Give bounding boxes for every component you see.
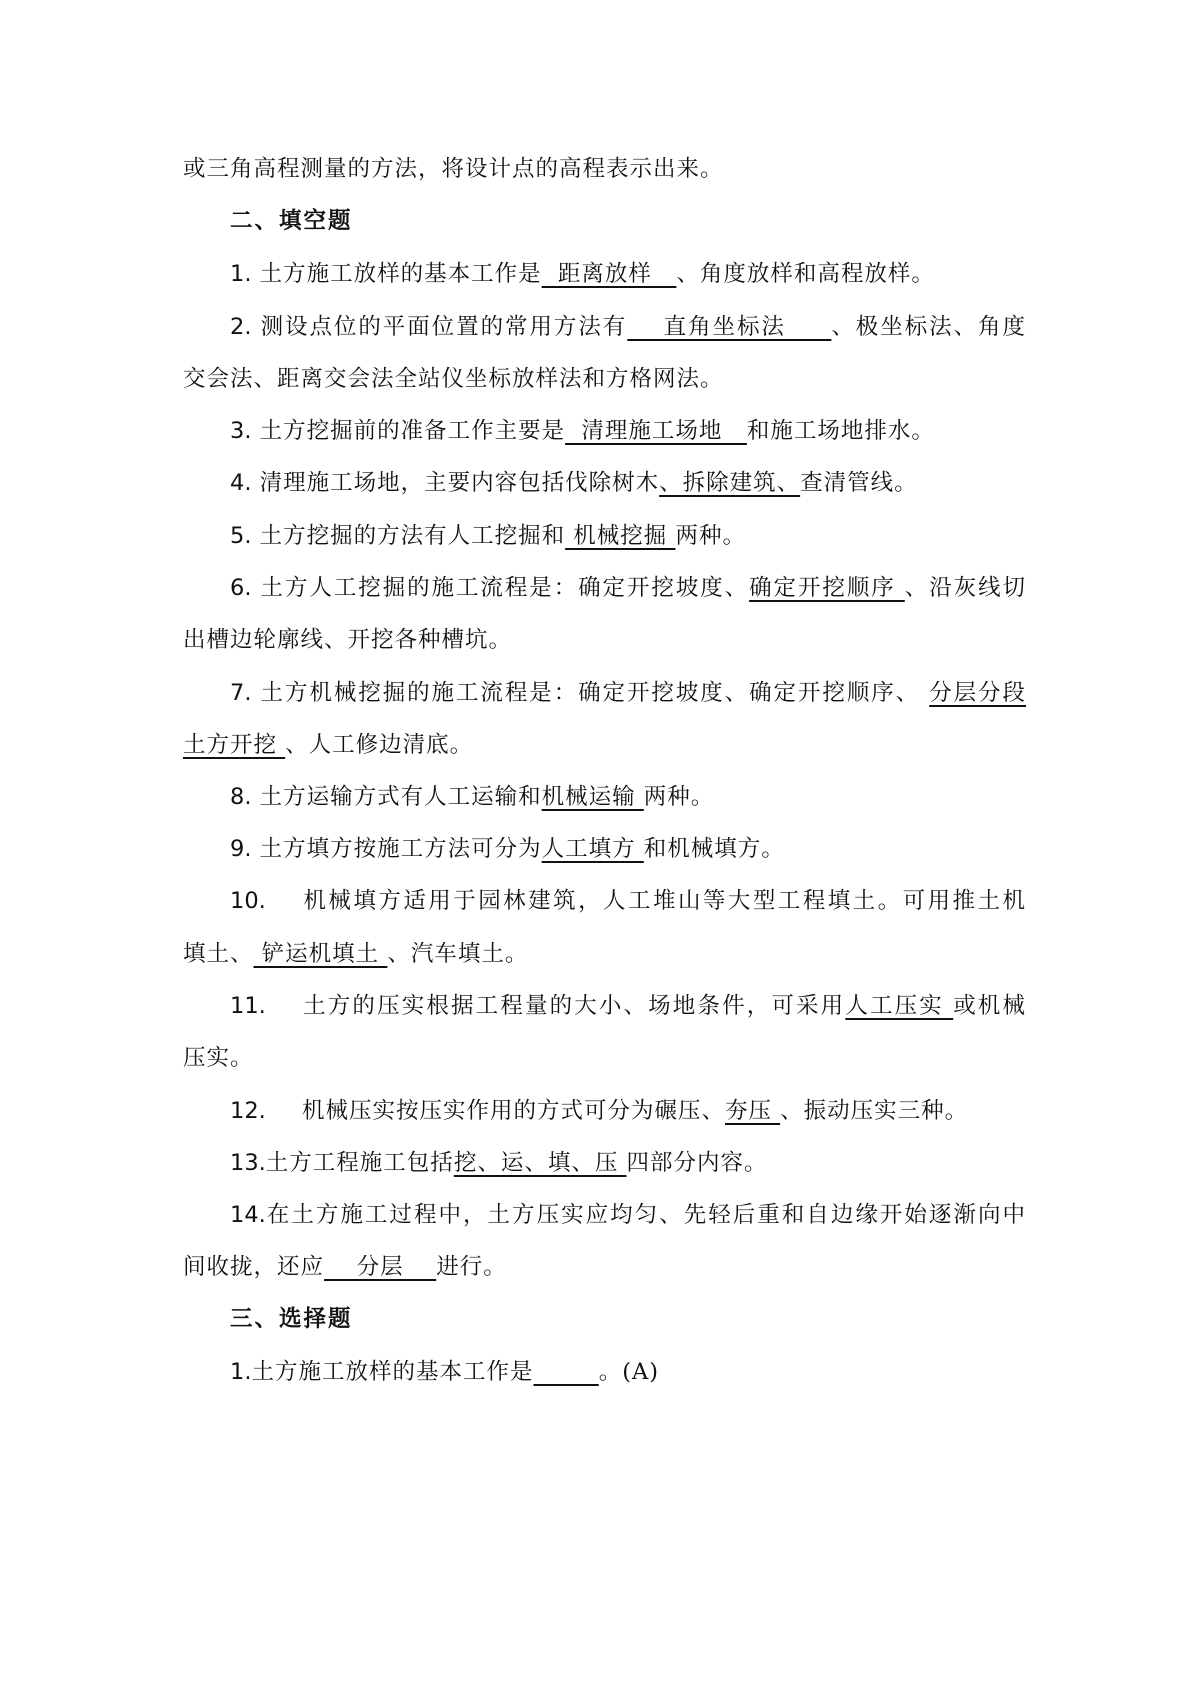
fill-question-4: 4. 清理施工场地，主要内容包括伐除树木、拆除建筑、查清管线。: [230, 470, 918, 496]
answer-blank: 土方开挖: [183, 732, 286, 758]
answer-blank: 人工填方: [541, 836, 644, 862]
answer-blank: 夯压: [725, 1098, 781, 1124]
section-heading-multiple-choice: 三、选择题: [230, 1306, 353, 1332]
answer-blank: [533, 1359, 598, 1385]
answer-blank: 直角坐标法: [627, 314, 832, 340]
answer-blank: 分层分段: [929, 680, 1026, 706]
fill-question-5: 5. 土方挖掘的方法有人工挖掘和 机械挖掘 两种。: [230, 523, 746, 549]
answer-blank: 铲运机填土: [253, 941, 388, 967]
fill-question-11: 11. 土方的压实根据工程量的大小、场地条件，可采用人工压实 或机械: [230, 993, 1026, 1019]
fill-question-7-cont: 土方开挖 、人工修边清底。: [183, 732, 474, 758]
answer-blank: 分层: [324, 1254, 437, 1280]
fill-question-6: 6. 土方人工挖掘的施工流程是：确定开挖坡度、确定开挖顺序 、沿灰线切: [230, 575, 1026, 601]
fill-question-7: 7. 土方机械挖掘的施工流程是：确定开挖坡度、确定开挖顺序、 分层分段: [230, 680, 1026, 706]
answer-blank: 机械运输: [541, 784, 644, 810]
answer-blank: 挖、运、填、压: [453, 1150, 627, 1176]
section-heading-fill-blank: 二、填空题: [230, 208, 353, 234]
choice-question-1: 1.土方施工放样的基本工作是 。(A): [230, 1359, 660, 1385]
fill-question-9: 9. 土方填方按施工方法可分为人工填方 和机械填方。: [230, 836, 785, 862]
fill-question-8: 8. 土方运输方式有人工运输和机械运输 两种。: [230, 784, 715, 810]
answer-blank: 清理施工场地: [565, 418, 747, 444]
fill-question-1: 1. 土方施工放样的基本工作是 距离放样 、角度放样和高程放样。: [230, 261, 935, 287]
continuation-line: 或三角高程测量的方法，将设计点的高程表示出来。: [183, 156, 724, 182]
fill-question-13: 13.土方工程施工包括挖、运、填、压 四部分内容。: [230, 1150, 768, 1176]
fill-question-2-cont: 交会法、距离交会法全站仪坐标放样法和方格网法。: [183, 366, 724, 392]
answer-blank: 距离放样: [541, 261, 677, 287]
fill-question-14-cont: 间收拢，还应 分层 进行。: [183, 1254, 507, 1280]
fill-question-12: 12. 机械压实按压实作用的方式可分为碾压、夯压 、振动压实三种。: [230, 1098, 969, 1124]
fill-question-3: 3. 土方挖掘前的准备工作主要是 清理施工场地 和施工场地排水。: [230, 418, 935, 444]
fill-question-14: 14.在土方施工过程中，土方压实应均匀、先轻后重和自边缘开始逐渐向中: [230, 1202, 1026, 1228]
fill-question-6-cont: 出槽边轮廓线、开挖各种槽坑。: [183, 627, 513, 653]
fill-question-2: 2. 测设点位的平面位置的常用方法有 直角坐标法 、极坐标法、角度: [230, 314, 1026, 340]
fill-question-10-cont: 填土、 铲运机填土 、汽车填土。: [183, 941, 529, 967]
answer-blank: 人工压实: [845, 993, 954, 1019]
answer-blank: 机械挖掘: [565, 523, 676, 549]
answer-blank: 确定开挖顺序: [749, 575, 905, 601]
fill-question-10: 10. 机械填方适用于园林建筑，人工堆山等大型工程填土。可用推土机: [230, 888, 1026, 914]
answer-blank: 、拆除建筑、: [659, 470, 801, 496]
fill-question-11-cont: 压实。: [183, 1045, 254, 1071]
